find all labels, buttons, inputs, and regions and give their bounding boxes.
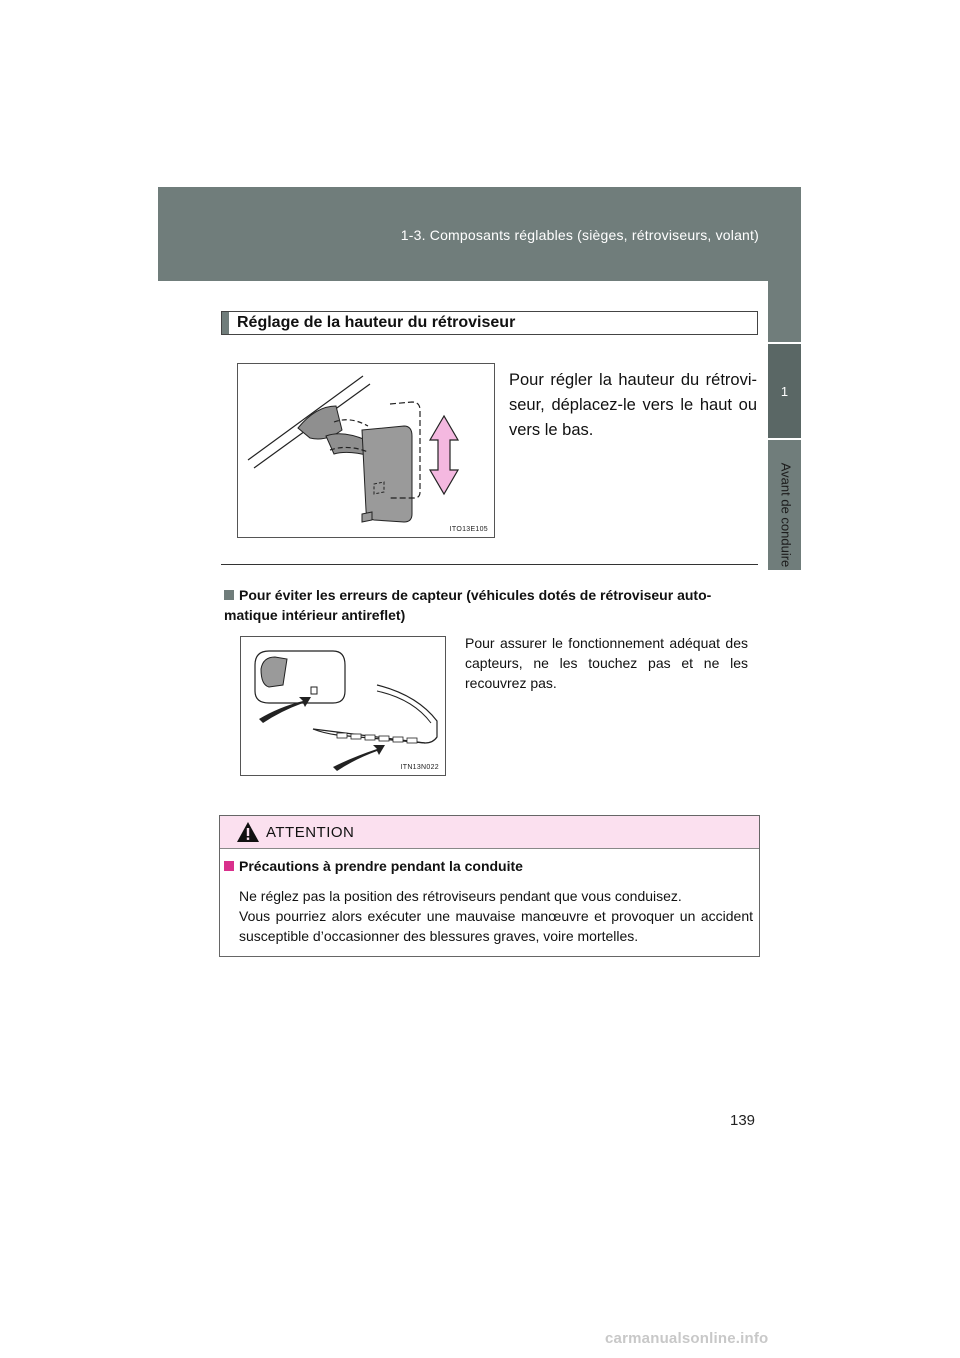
figure-code: ITN13N022 [400,764,439,771]
chapter-header-band [158,187,801,281]
section-title-box [221,311,758,335]
up-down-arrow-icon [430,416,458,494]
bullet-square-icon [224,861,234,871]
side-tab-strip-top [768,187,801,342]
caution-box [219,815,760,957]
site-watermark: carmanualsonline.info [605,1330,769,1347]
pointer-arrow-icon [333,745,385,771]
mirror-height-illustration [237,363,495,538]
caution-subheading [224,858,523,874]
chapter-tab-number: 1 [780,383,789,399]
caution-line: Ne réglez pas la position des rétroviseurs pendant que vous conduisez. [239,888,682,904]
chapter-side-label-text: Avant de conduire [778,462,794,568]
mirror-sensor-drawing [241,637,445,775]
page-number: 139 [730,1112,756,1129]
sensor-heading [224,585,758,625]
caution-header [220,816,759,849]
sensor-heading-text: Pour éviter les erreurs de capteur (véhicules dotés de rétroviseur auto-matique intérieur antireflet) [224,587,712,623]
chapter-tab[interactable] [768,344,801,438]
mirror-height-drawing [238,364,494,537]
section-divider [221,564,758,565]
section-title: Réglage de la hauteur du rétroviseur [237,314,516,331]
chapter-side-label [772,462,800,568]
figure-code: ITO13E105 [449,526,488,533]
section-title-marker [222,312,229,334]
mirror-sensor-illustration [240,636,446,776]
caution-body [239,886,753,946]
caution-subheading-text: Précautions à prendre pendant la conduite [239,858,523,874]
warning-triangle-icon [236,821,260,843]
caution-title: ATTENTION [266,823,355,841]
chapter-title: 1-3. Composants réglables (sièges, rétroviseurs, volant) [400,227,759,243]
mirror-height-instructions: Pour régler la hauteur du rétrovi-seur, déplacez-le vers le haut ou vers le bas. [509,371,757,439]
bullet-square-icon [224,590,234,600]
sensor-instructions: Pour assurer le fonctionnement adéquat des capteurs, ne les touchez pas et ne les recouvrez pas. [465,635,748,691]
caution-line: Vous pourriez alors exécuter une mauvaise manœuvre et provoquer un accident susceptible d’occasionner des blessures graves, voire mortelles. [239,908,753,944]
